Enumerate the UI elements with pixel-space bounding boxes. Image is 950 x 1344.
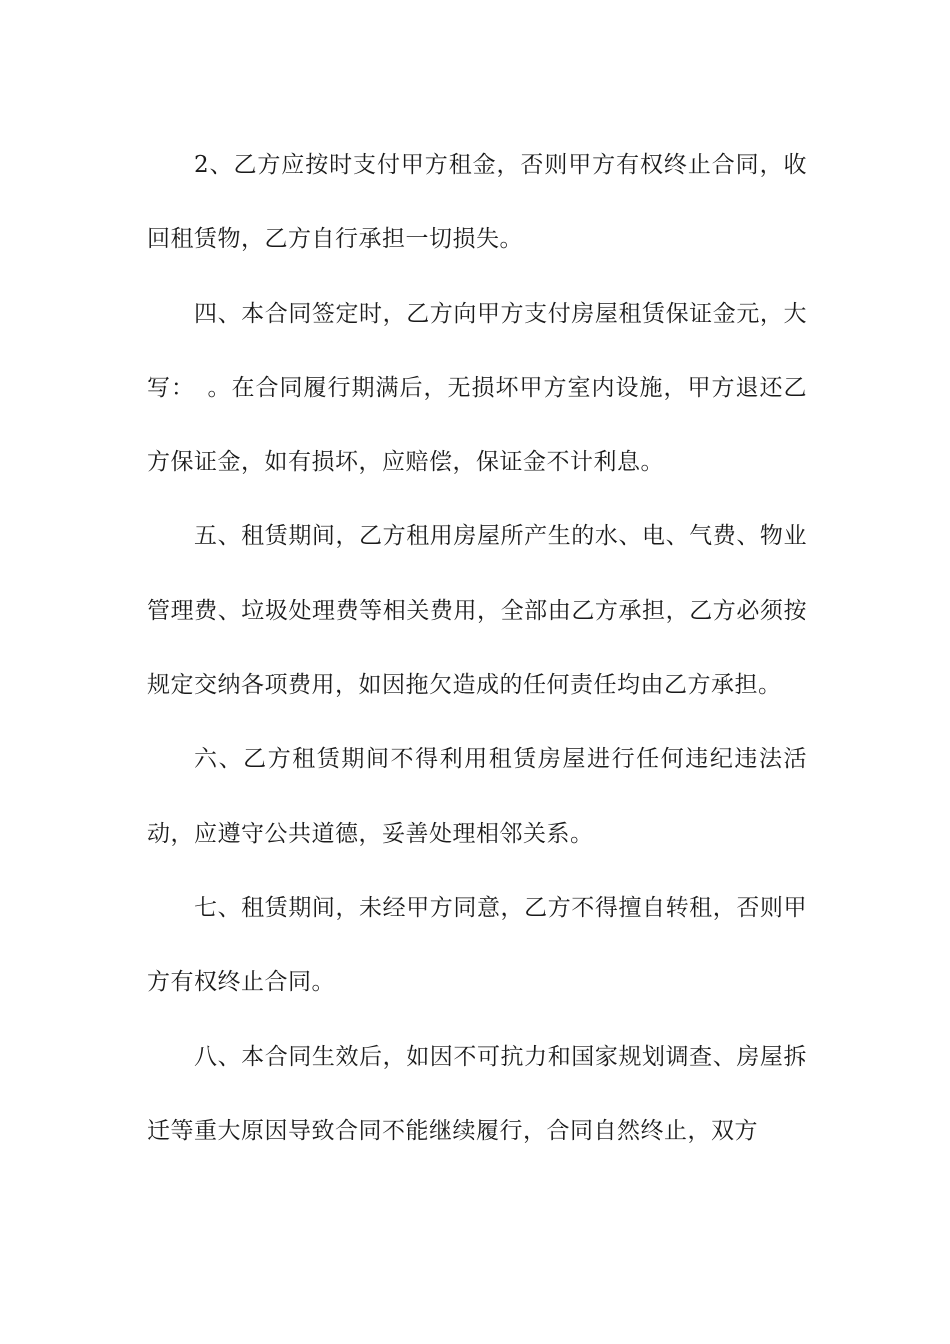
clause-paragraph: 2、乙方应按时支付甲方租金，否则甲方有权终止合同，收回租赁物，乙方自行承担一切损失。: [147, 152, 807, 253]
clause-paragraph: 四、本合同签定时，乙方向甲方支付房屋租赁保证金元，大写： 。在合同履行期满后，无损坏甲方室内设施，甲方退还乙方保证金，如有损坏，应赔偿，保证金不计利息。: [147, 300, 807, 476]
clause-paragraph: 八、本合同生效后，如因不可抗力和国家规划调查、房屋拆迁等重大原因导致合同不能继续履行，合同自然终止，双方: [147, 1043, 807, 1144]
clause-paragraph: 七、租赁期间，未经甲方同意，乙方不得擅自转租，否则甲方有权终止合同。: [147, 894, 807, 996]
document-body: [147, 128, 807, 1168]
clause-paragraph: 六、乙方租赁期间不得利用租赁房屋进行任何违纪违法活动，应遵守公共道德，妥善处理相邻关系。: [147, 746, 807, 847]
clause-paragraph: 五、租赁期间，乙方租用房屋所产生的水、电、气费、物业管理费、垃圾处理费等相关费用，全部由乙方承担，乙方必须按规定交纳各项费用，如因拖欠造成的任何责任均由乙方承担。: [147, 523, 807, 699]
